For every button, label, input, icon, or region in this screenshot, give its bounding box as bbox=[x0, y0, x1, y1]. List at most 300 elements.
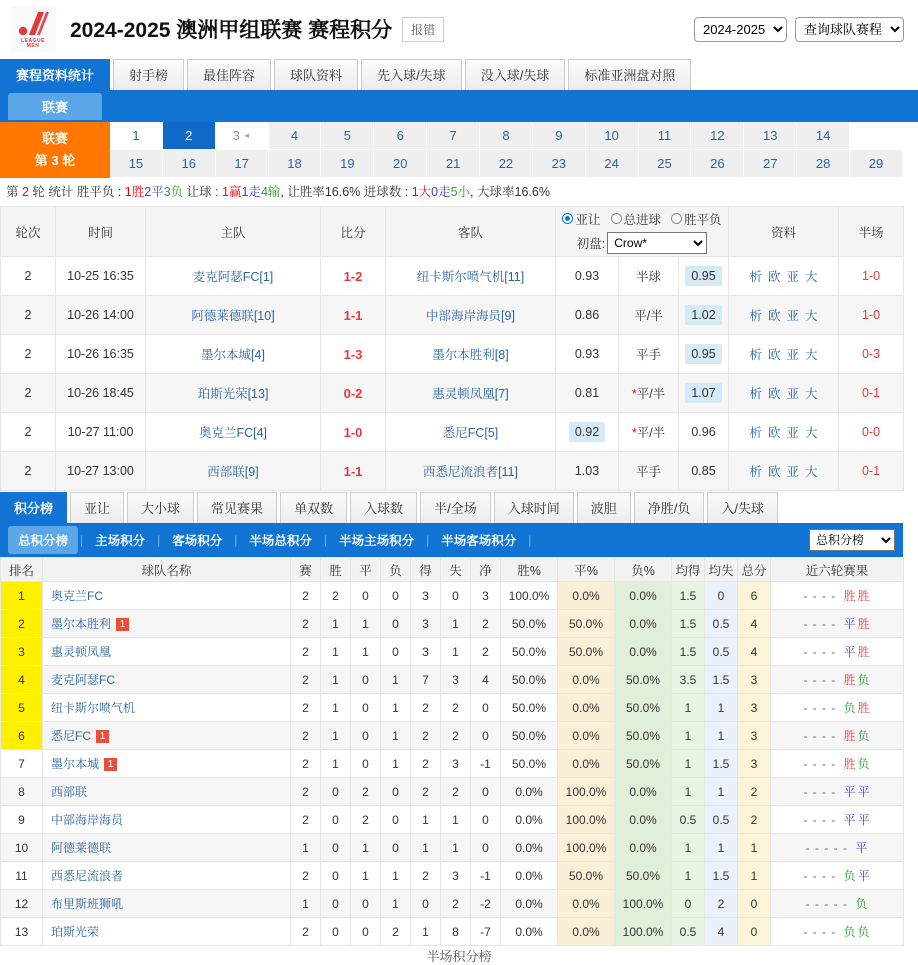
recent-result-0: 负 bbox=[843, 701, 856, 715]
recent-result-0: 胜 bbox=[843, 729, 856, 743]
stat-cell-9: 50.0% bbox=[615, 722, 672, 750]
stat-cell-6: 0 bbox=[471, 834, 501, 862]
col-odds bbox=[556, 207, 729, 257]
half-score: 0-3 bbox=[839, 335, 904, 374]
stat-cell-9: 50.0% bbox=[615, 750, 672, 778]
standings-subtab-5[interactable]: 半场客场积分 bbox=[441, 534, 517, 548]
standings-col-13: 均失 bbox=[705, 558, 738, 582]
bookmaker-select[interactable] bbox=[607, 232, 707, 254]
round-cell-22[interactable]: 22 bbox=[480, 150, 533, 178]
stat-cell-4: 2 bbox=[411, 778, 441, 806]
stat-cell-7: 0.0% bbox=[501, 778, 558, 806]
stat-cell-5: 8 bbox=[441, 918, 471, 946]
nav-tab-2[interactable]: 最佳阵容 bbox=[187, 59, 271, 90]
recent-results-cell bbox=[771, 918, 904, 946]
away-team-link[interactable]: 惠灵顿凤凰[7] bbox=[432, 387, 509, 401]
home-team-link[interactable]: 墨尔本城[4] bbox=[201, 348, 265, 362]
recent-results-cell bbox=[771, 834, 904, 862]
stat-cell-2: 0 bbox=[351, 694, 381, 722]
half-score: 0-1 bbox=[839, 374, 904, 413]
stat-cell-11: 0 bbox=[705, 582, 738, 610]
standings-col-6: 得 bbox=[411, 558, 441, 582]
stat-cell-0: 2 bbox=[291, 694, 321, 722]
round-cell-20[interactable]: 20 bbox=[374, 150, 427, 178]
home-team-link[interactable]: 奥克兰FC[4] bbox=[198, 426, 268, 440]
team-link[interactable]: 惠灵顿凤凰 bbox=[51, 645, 112, 659]
data-link-2[interactable]: 亚 bbox=[786, 348, 800, 362]
round-cell-5[interactable]: 5 bbox=[321, 122, 374, 150]
round-cell-blank bbox=[850, 122, 903, 150]
standings-subtab-0[interactable]: 总积分榜 bbox=[8, 526, 78, 554]
recent-results-cell bbox=[771, 694, 904, 722]
handicap bbox=[619, 413, 679, 452]
round-cell-9[interactable]: 9 bbox=[533, 122, 586, 150]
stat-cell-2: 0 bbox=[351, 666, 381, 694]
team-link[interactable]: 阿德莱德联 bbox=[51, 841, 112, 855]
match-row-4 bbox=[1, 413, 904, 452]
standings-subtabs bbox=[0, 523, 903, 557]
match-round: 2 bbox=[1, 413, 56, 452]
data-link-1[interactable]: 欧 bbox=[768, 348, 781, 362]
nav-tab-0[interactable]: 赛程资料统计 bbox=[0, 59, 110, 90]
standings-subtab-3[interactable]: 半场总积分 bbox=[249, 534, 312, 548]
standings-subtab-2[interactable]: 客场积分 bbox=[172, 534, 223, 548]
standings-tab-2[interactable]: 大小球 bbox=[127, 492, 194, 523]
round-cell-24[interactable]: 24 bbox=[586, 150, 639, 178]
summary-seg-6: 让球 : bbox=[183, 185, 223, 199]
stat-cell-11: 2 bbox=[705, 890, 738, 918]
match-time: 10-26 16:35 bbox=[56, 335, 146, 374]
league-button[interactable]: 联赛 bbox=[8, 93, 102, 120]
round-cell-2[interactable]: 2 bbox=[163, 122, 216, 150]
round-cell-25[interactable]: 25 bbox=[639, 150, 692, 178]
round-cell-10[interactable]: 10 bbox=[586, 122, 639, 150]
odds-radio-label: 总进球 bbox=[623, 212, 662, 227]
round-cell-8[interactable]: 8 bbox=[480, 122, 533, 150]
data-link-3[interactable]: 大 bbox=[805, 270, 818, 284]
stat-cell-4: 1 bbox=[411, 834, 441, 862]
stat-cell-8: 100.0% bbox=[558, 834, 615, 862]
home-team-link[interactable]: 珀斯光荣[13] bbox=[197, 387, 269, 401]
match-row-3 bbox=[1, 374, 904, 413]
away-team-link[interactable]: 墨尔本胜利[8] bbox=[432, 348, 509, 362]
stat-cell-0: 2 bbox=[291, 582, 321, 610]
stat-cell-11: 1.5 bbox=[705, 666, 738, 694]
half-score: 1-0 bbox=[839, 257, 904, 296]
home-odds-value: 1.03 bbox=[574, 464, 600, 478]
data-link-1[interactable]: 欧 bbox=[768, 426, 781, 440]
standings-tab-9[interactable]: 净胜/负 bbox=[634, 492, 705, 523]
stat-cell-6: 0 bbox=[471, 694, 501, 722]
match-time: 10-27 13:00 bbox=[56, 452, 146, 491]
recent-result-0: 负 bbox=[855, 897, 868, 911]
data-link-3[interactable]: 大 bbox=[805, 465, 818, 479]
recent-results-cell bbox=[771, 806, 904, 834]
recent-dashes: - - - - bbox=[803, 925, 841, 939]
standings-view-select[interactable] bbox=[809, 529, 895, 551]
stat-cell-2: 2 bbox=[351, 806, 381, 834]
stat-cell-2: 0 bbox=[351, 722, 381, 750]
stat-cell-0: 1 bbox=[291, 890, 321, 918]
stat-cell-4: 3 bbox=[411, 638, 441, 666]
standings-row-2 bbox=[1, 638, 904, 666]
summary-seg-1: 2 bbox=[21, 185, 29, 199]
match-table bbox=[0, 206, 904, 491]
summary-seg-9: 4输 bbox=[260, 185, 281, 199]
standings-tab-4[interactable]: 单双数 bbox=[280, 492, 347, 523]
match-time: 10-26 18:45 bbox=[56, 374, 146, 413]
rank-cell: 10 bbox=[1, 834, 43, 862]
stat-cell-3: 1 bbox=[381, 666, 411, 694]
round-cell-3[interactable]: 3 ◄ bbox=[216, 122, 269, 150]
round-cell-12[interactable]: 12 bbox=[691, 122, 744, 150]
nav-tab-5[interactable]: 没入球/失球 bbox=[465, 59, 566, 90]
standings-row-5 bbox=[1, 722, 904, 750]
stat-cell-5: 1 bbox=[441, 834, 471, 862]
round-cell-23[interactable]: 23 bbox=[533, 150, 586, 178]
stat-cell-8: 50.0% bbox=[558, 610, 615, 638]
away-team-link[interactable]: 纽卡斯尔喷气机[11] bbox=[416, 270, 525, 284]
recent-dashes: - - - - bbox=[803, 729, 841, 743]
rank-cell: 7 bbox=[1, 750, 43, 778]
recent-result-0: 平 bbox=[843, 813, 856, 827]
match-row-2 bbox=[1, 335, 904, 374]
round-cell-15[interactable]: 15 bbox=[110, 150, 163, 178]
round-cell-6[interactable]: 6 bbox=[374, 122, 427, 150]
rank-cell: 2 bbox=[1, 610, 43, 638]
round-cell-13[interactable]: 13 bbox=[744, 122, 797, 150]
away-odds-value: 0.95 bbox=[685, 344, 721, 364]
team-link[interactable]: 奥克兰FC bbox=[51, 589, 103, 603]
stat-cell-5: 0 bbox=[441, 582, 471, 610]
recent-dashes: - - - - bbox=[803, 673, 841, 687]
odds-radio-2[interactable] bbox=[671, 210, 722, 228]
round-cell-18[interactable]: 18 bbox=[269, 150, 322, 178]
handicap bbox=[619, 374, 679, 413]
stat-cell-4: 7 bbox=[411, 666, 441, 694]
round-cell-1[interactable]: 1 bbox=[110, 122, 163, 150]
match-home bbox=[146, 335, 321, 374]
data-link-2[interactable]: 亚 bbox=[786, 426, 800, 440]
match-table-body bbox=[1, 257, 904, 491]
match-round: 2 bbox=[1, 335, 56, 374]
stat-cell-6: -7 bbox=[471, 918, 501, 946]
summary-seg-13: 5小 bbox=[450, 185, 471, 199]
standings-tab-6[interactable]: 半/全场 bbox=[420, 492, 491, 523]
away-team-link[interactable]: 西悉尼流浪者[11] bbox=[423, 465, 518, 479]
data-link-2[interactable]: 亚 bbox=[786, 465, 800, 479]
standings-header bbox=[1, 558, 904, 582]
stat-cell-4: 1 bbox=[411, 918, 441, 946]
team-link[interactable]: 中部海岸海员 bbox=[51, 813, 124, 827]
standings-row-9 bbox=[1, 834, 904, 862]
stat-cell-11: 1.5 bbox=[705, 862, 738, 890]
stat-cell-0: 2 bbox=[291, 806, 321, 834]
match-home bbox=[146, 257, 321, 296]
col-time: 时间 bbox=[56, 207, 146, 257]
standings-tab-7[interactable]: 入球时间 bbox=[494, 492, 574, 523]
team-link[interactable]: 墨尔本胜利 bbox=[51, 617, 112, 631]
standings-col-7: 失 bbox=[441, 558, 471, 582]
stat-cell-1: 0 bbox=[321, 890, 351, 918]
rank-cell: 11 bbox=[1, 862, 43, 890]
standings-row-10 bbox=[1, 862, 904, 890]
data-link-2[interactable]: 亚 bbox=[786, 309, 800, 323]
recent-dashes: - - - - bbox=[803, 701, 841, 715]
standings-tab-8[interactable]: 波胆 bbox=[577, 492, 631, 523]
team-link[interactable]: 悉尼FC bbox=[51, 729, 91, 743]
data-link-0[interactable]: 析 bbox=[749, 465, 762, 479]
stat-cell-5: 3 bbox=[441, 862, 471, 890]
rank-cell: 5 bbox=[1, 694, 43, 722]
nav-tab-4[interactable]: 先入球/失球 bbox=[361, 59, 462, 90]
stat-cell-11: 0.5 bbox=[705, 638, 738, 666]
round-cell-16[interactable]: 16 bbox=[163, 150, 216, 178]
away-odds-value: 1.02 bbox=[685, 305, 721, 325]
stat-cell-11: 0.5 bbox=[705, 806, 738, 834]
data-link-0[interactable]: 析 bbox=[749, 387, 762, 401]
home-odds-value: 0.81 bbox=[574, 386, 600, 400]
stat-cell-8: 0.0% bbox=[558, 722, 615, 750]
match-data-links bbox=[729, 413, 839, 452]
match-away bbox=[386, 257, 556, 296]
rank-cell: 6 bbox=[1, 722, 43, 750]
recent-results-cell bbox=[771, 666, 904, 694]
stat-cell-4: 3 bbox=[411, 582, 441, 610]
current-round-marker-icon: ◄ bbox=[242, 131, 251, 140]
stat-cell-7: 0.0% bbox=[501, 834, 558, 862]
data-link-2[interactable]: 亚 bbox=[786, 387, 800, 401]
stat-cell-6: -1 bbox=[471, 862, 501, 890]
standings-body bbox=[1, 582, 904, 946]
standings-subtab-1[interactable]: 主场积分 bbox=[95, 534, 146, 548]
handicap bbox=[619, 296, 679, 335]
away-odds-value: 0.95 bbox=[685, 266, 721, 286]
round-cell-29[interactable]: 29 bbox=[850, 150, 903, 178]
page-title: 2024-2025 澳洲甲组联赛 赛程积分 bbox=[70, 19, 393, 42]
match-score: 1-3 bbox=[321, 335, 386, 374]
data-link-1[interactable]: 欧 bbox=[768, 309, 781, 323]
rank-change-badge: 1 bbox=[116, 618, 129, 631]
standings-col-12: 均得 bbox=[672, 558, 705, 582]
recent-results-cell bbox=[771, 862, 904, 890]
match-table-header bbox=[1, 207, 904, 257]
season-select[interactable] bbox=[694, 17, 787, 42]
recent-result-1: 负 bbox=[857, 757, 870, 771]
round-cell-21[interactable]: 21 bbox=[427, 150, 480, 178]
standings-tab-1[interactable]: 亚让 bbox=[70, 492, 124, 523]
standings-row-12 bbox=[1, 918, 904, 946]
match-data-links bbox=[729, 452, 839, 491]
stat-cell-5: 2 bbox=[441, 778, 471, 806]
home-odds bbox=[556, 335, 619, 374]
stat-cell-1: 1 bbox=[321, 638, 351, 666]
round-cell-28[interactable]: 28 bbox=[797, 150, 850, 178]
stat-cell-10: 1.5 bbox=[672, 638, 705, 666]
stat-cell-8: 0.0% bbox=[558, 694, 615, 722]
recent-dashes: - - - - bbox=[803, 757, 841, 771]
rank-cell: 1 bbox=[1, 582, 43, 610]
match-round: 2 bbox=[1, 296, 56, 335]
stat-cell-12: 1 bbox=[738, 834, 771, 862]
round-cell-26[interactable]: 26 bbox=[691, 150, 744, 178]
nav-tab-3[interactable]: 球队资料 bbox=[274, 59, 358, 90]
stat-cell-1: 0 bbox=[321, 778, 351, 806]
stat-cell-0: 2 bbox=[291, 666, 321, 694]
stat-cell-1: 1 bbox=[321, 722, 351, 750]
standings-tab-0[interactable]: 积分榜 bbox=[0, 492, 67, 523]
stat-cell-10: 1.5 bbox=[672, 610, 705, 638]
data-link-3[interactable]: 大 bbox=[805, 309, 818, 323]
stat-cell-4: 2 bbox=[411, 862, 441, 890]
handicap bbox=[619, 257, 679, 296]
away-team-link[interactable]: 悉尼FC[5] bbox=[442, 426, 499, 440]
data-link-3[interactable]: 大 bbox=[805, 387, 818, 401]
standings-tab-3[interactable]: 常见赛果 bbox=[197, 492, 277, 523]
handicap-value: 半球 bbox=[635, 270, 661, 284]
stat-cell-9: 0.0% bbox=[615, 778, 672, 806]
stat-cell-1: 2 bbox=[321, 582, 351, 610]
data-link-3[interactable]: 大 bbox=[805, 348, 818, 362]
stat-cell-9: 50.0% bbox=[615, 666, 672, 694]
radio-icon bbox=[671, 213, 682, 224]
rank-cell: 4 bbox=[1, 666, 43, 694]
stat-cell-10: 1 bbox=[672, 722, 705, 750]
stat-cell-7: 50.0% bbox=[501, 750, 558, 778]
team-cell bbox=[43, 778, 291, 806]
odds-radio-label: 胜平负 bbox=[684, 212, 722, 227]
home-team-link[interactable]: 阿德莱德联[10] bbox=[191, 309, 275, 323]
subtab-separator: | bbox=[426, 533, 430, 547]
team-schedule-select[interactable] bbox=[795, 17, 904, 42]
nav-tab-1[interactable]: 射手榜 bbox=[113, 59, 184, 90]
stat-cell-4: 0 bbox=[411, 890, 441, 918]
data-link-1[interactable]: 欧 bbox=[768, 387, 781, 401]
stat-cell-8: 50.0% bbox=[558, 862, 615, 890]
team-link[interactable]: 布里斯班狮吼 bbox=[51, 897, 124, 911]
stat-cell-9: 100.0% bbox=[615, 890, 672, 918]
recent-dashes: - - - - - bbox=[805, 897, 853, 911]
handicap-value: 平/半 bbox=[636, 426, 666, 440]
team-link[interactable]: 西部联 bbox=[51, 785, 88, 799]
col-home: 主队 bbox=[146, 207, 321, 257]
round-cell-14[interactable]: 14 bbox=[797, 122, 850, 150]
home-team-link[interactable]: 西部联[9] bbox=[207, 465, 259, 479]
stat-cell-12: 4 bbox=[738, 638, 771, 666]
nav-tab-6[interactable]: 标准亚洲盘对照 bbox=[568, 59, 691, 90]
round-row-2 bbox=[110, 150, 903, 178]
stat-cell-10: 0.5 bbox=[672, 918, 705, 946]
data-link-1[interactable]: 欧 bbox=[768, 465, 781, 479]
half-score: 0-1 bbox=[839, 452, 904, 491]
home-team-link[interactable]: 麦克阿瑟FC[1] bbox=[192, 270, 274, 284]
stat-cell-12: 3 bbox=[738, 722, 771, 750]
team-cell bbox=[43, 750, 291, 778]
stat-cell-11: 1.5 bbox=[705, 750, 738, 778]
stat-cell-6: 2 bbox=[471, 638, 501, 666]
team-link[interactable]: 麦克阿瑟FC bbox=[51, 673, 115, 687]
half-score: 1-0 bbox=[839, 296, 904, 335]
handicap bbox=[619, 452, 679, 491]
round-cell-17[interactable]: 17 bbox=[216, 150, 269, 178]
match-score: 1-0 bbox=[321, 413, 386, 452]
round-cell-4[interactable]: 4 bbox=[269, 122, 322, 150]
round-grid bbox=[110, 122, 903, 178]
match-score: 0-2 bbox=[321, 374, 386, 413]
standings-tab-5[interactable]: 入球数 bbox=[350, 492, 417, 523]
data-link-3[interactable]: 大 bbox=[805, 426, 818, 440]
match-score: 1-1 bbox=[321, 296, 386, 335]
report-error-button[interactable]: 报错 bbox=[402, 17, 444, 42]
round-cell-19[interactable]: 19 bbox=[321, 150, 374, 178]
away-odds bbox=[679, 452, 729, 491]
match-away bbox=[386, 374, 556, 413]
standings-col-2: 赛 bbox=[291, 558, 321, 582]
a-league-logo bbox=[10, 6, 56, 52]
recent-result-0: 胜 bbox=[843, 673, 856, 687]
standings-subtab-4[interactable]: 半场主场积分 bbox=[339, 534, 415, 548]
odds-radio-label: 亚让 bbox=[575, 212, 601, 227]
stat-cell-3: 1 bbox=[381, 722, 411, 750]
stat-cell-0: 2 bbox=[291, 722, 321, 750]
standings-row-4 bbox=[1, 694, 904, 722]
stat-cell-4: 1 bbox=[411, 806, 441, 834]
stat-cell-2: 1 bbox=[351, 610, 381, 638]
standings-tab-10[interactable]: 入/失球 bbox=[707, 492, 778, 523]
team-link[interactable]: 珀斯光荣 bbox=[51, 925, 100, 939]
data-link-0[interactable]: 析 bbox=[749, 348, 762, 362]
a-league-mark-icon bbox=[16, 9, 50, 39]
round-row-1 bbox=[110, 122, 903, 150]
recent-dashes: - - - - bbox=[803, 589, 841, 603]
data-link-1[interactable]: 欧 bbox=[768, 270, 781, 284]
match-time: 10-27 11:00 bbox=[56, 413, 146, 452]
odds-radio-0[interactable] bbox=[562, 210, 600, 228]
data-link-0[interactable]: 析 bbox=[749, 426, 762, 440]
odds-radio-1[interactable] bbox=[611, 210, 662, 228]
standings-col-5: 负 bbox=[381, 558, 411, 582]
recent-results-cell bbox=[771, 722, 904, 750]
away-team-link[interactable]: 中部海岸海员[9] bbox=[426, 309, 515, 323]
stat-cell-9: 100.0% bbox=[615, 918, 672, 946]
standings-tabs bbox=[0, 491, 918, 523]
stat-cell-6: -2 bbox=[471, 890, 501, 918]
stat-cell-5: 3 bbox=[441, 666, 471, 694]
data-link-0[interactable]: 析 bbox=[749, 270, 762, 284]
recent-dashes: - - - - bbox=[803, 813, 841, 827]
round-cell-11[interactable]: 11 bbox=[639, 122, 692, 150]
stat-cell-6: 2 bbox=[471, 610, 501, 638]
team-link[interactable]: 西悉尼流浪者 bbox=[51, 869, 124, 883]
stat-cell-9: 0.0% bbox=[615, 582, 672, 610]
col-half: 半场 bbox=[839, 207, 904, 257]
rank-cell: 12 bbox=[1, 890, 43, 918]
data-link-2[interactable]: 亚 bbox=[786, 270, 800, 284]
stat-cell-6: 3 bbox=[471, 582, 501, 610]
stat-cell-1: 1 bbox=[321, 694, 351, 722]
round-cell-7[interactable]: 7 bbox=[427, 122, 480, 150]
team-link[interactable]: 墨尔本城 bbox=[51, 757, 100, 771]
stat-cell-3: 0 bbox=[381, 834, 411, 862]
round-cell-27[interactable]: 27 bbox=[744, 150, 797, 178]
subtab-separator: | bbox=[80, 533, 84, 547]
stat-cell-12: 0 bbox=[738, 890, 771, 918]
recent-results-cell bbox=[771, 638, 904, 666]
data-link-0[interactable]: 析 bbox=[749, 309, 762, 323]
away-odds-value: 0.85 bbox=[691, 464, 716, 478]
team-link[interactable]: 纽卡斯尔喷气机 bbox=[51, 701, 136, 715]
standings-col-4: 平 bbox=[351, 558, 381, 582]
